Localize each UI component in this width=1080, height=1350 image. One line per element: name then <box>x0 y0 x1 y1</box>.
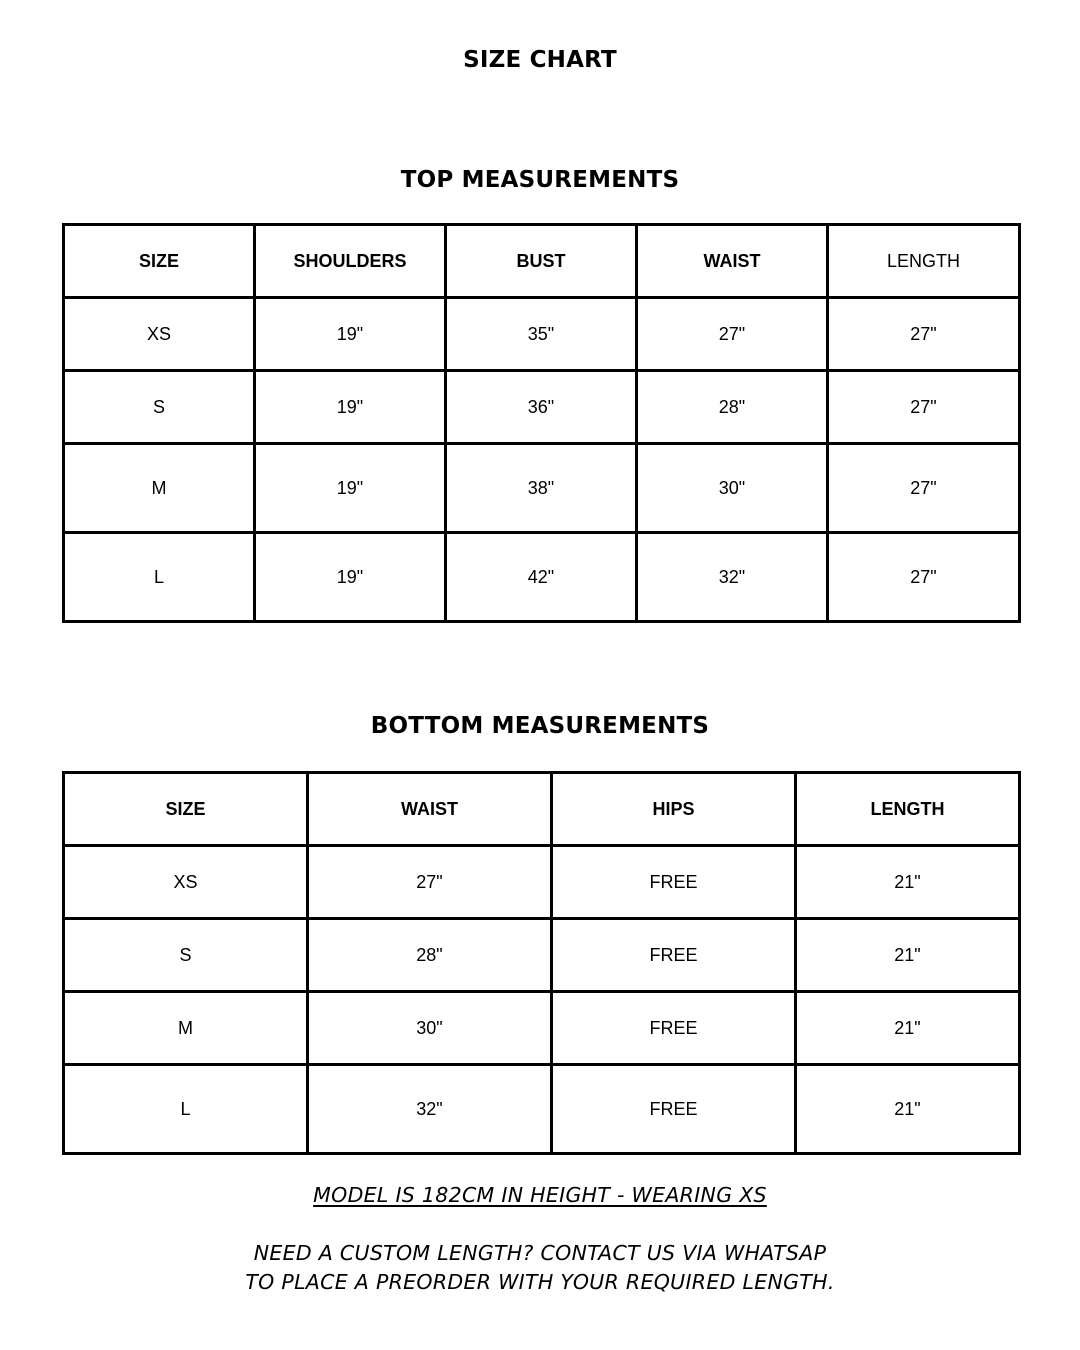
column-header-size: SIZE <box>64 773 308 846</box>
table-row <box>64 919 1020 992</box>
column-header-length: LENGTH <box>796 773 1020 846</box>
table-row <box>64 444 1020 533</box>
table-cell: 28" <box>637 371 828 444</box>
table-cell: 19" <box>255 298 446 371</box>
table-cell: 38" <box>446 444 637 533</box>
model-height-note: MODEL IS 182CM IN HEIGHT - WEARING XS <box>313 1183 767 1207</box>
table-cell: 27" <box>828 298 1020 371</box>
column-header-waist: WAIST <box>308 773 552 846</box>
table-cell: M <box>64 444 255 533</box>
table-cell: 27" <box>828 444 1020 533</box>
table-cell: 21" <box>796 846 1020 919</box>
table-cell: 27" <box>828 371 1020 444</box>
table-cell: 19" <box>255 533 446 622</box>
table-header-row <box>64 773 1020 846</box>
table-cell: L <box>64 533 255 622</box>
column-header-shoulders: SHOULDERS <box>255 225 446 298</box>
table-cell: 27" <box>637 298 828 371</box>
column-header-length: LENGTH <box>828 225 1020 298</box>
table-row <box>64 371 1020 444</box>
table-row <box>64 533 1020 622</box>
column-header-hips: HIPS <box>552 773 796 846</box>
column-header-bust: BUST <box>446 225 637 298</box>
table-cell: 32" <box>308 1065 552 1154</box>
table-cell: FREE <box>552 1065 796 1154</box>
table-cell: FREE <box>552 846 796 919</box>
bottom-measurements-heading: BOTTOM MEASUREMENTS <box>370 713 710 739</box>
bottom-measurements-table <box>62 771 1021 1155</box>
top-measurements-table <box>62 223 1021 623</box>
table-row <box>64 846 1020 919</box>
table-cell: 30" <box>308 992 552 1065</box>
custom-length-note-line-2: TO PLACE A PREORDER WITH YOUR REQUIRED LENGTH. <box>245 1270 835 1294</box>
table-cell: 27" <box>308 846 552 919</box>
table-cell: 19" <box>255 371 446 444</box>
table-cell: 32" <box>637 533 828 622</box>
column-header-waist: WAIST <box>637 225 828 298</box>
table-row <box>64 992 1020 1065</box>
table-cell: XS <box>64 846 308 919</box>
table-cell: 42" <box>446 533 637 622</box>
table-cell: 36" <box>446 371 637 444</box>
table-cell: 21" <box>796 992 1020 1065</box>
table-cell: S <box>64 919 308 992</box>
table-row <box>64 298 1020 371</box>
table-cell: 27" <box>828 533 1020 622</box>
column-header-size: SIZE <box>64 225 255 298</box>
table-cell: XS <box>64 298 255 371</box>
table-cell: 30" <box>637 444 828 533</box>
table-cell: FREE <box>552 992 796 1065</box>
table-cell: L <box>64 1065 308 1154</box>
table-cell: M <box>64 992 308 1065</box>
table-cell: S <box>64 371 255 444</box>
table-header-row <box>64 225 1020 298</box>
page-title: SIZE CHART <box>463 47 617 73</box>
top-measurements-heading: TOP MEASUREMENTS <box>400 167 680 193</box>
table-row <box>64 1065 1020 1154</box>
table-cell: FREE <box>552 919 796 992</box>
table-cell: 21" <box>796 919 1020 992</box>
table-cell: 35" <box>446 298 637 371</box>
table-cell: 19" <box>255 444 446 533</box>
table-cell: 21" <box>796 1065 1020 1154</box>
custom-length-note-line-1: NEED A CUSTOM LENGTH? CONTACT US VIA WHATSAP <box>253 1241 827 1265</box>
table-cell: 28" <box>308 919 552 992</box>
